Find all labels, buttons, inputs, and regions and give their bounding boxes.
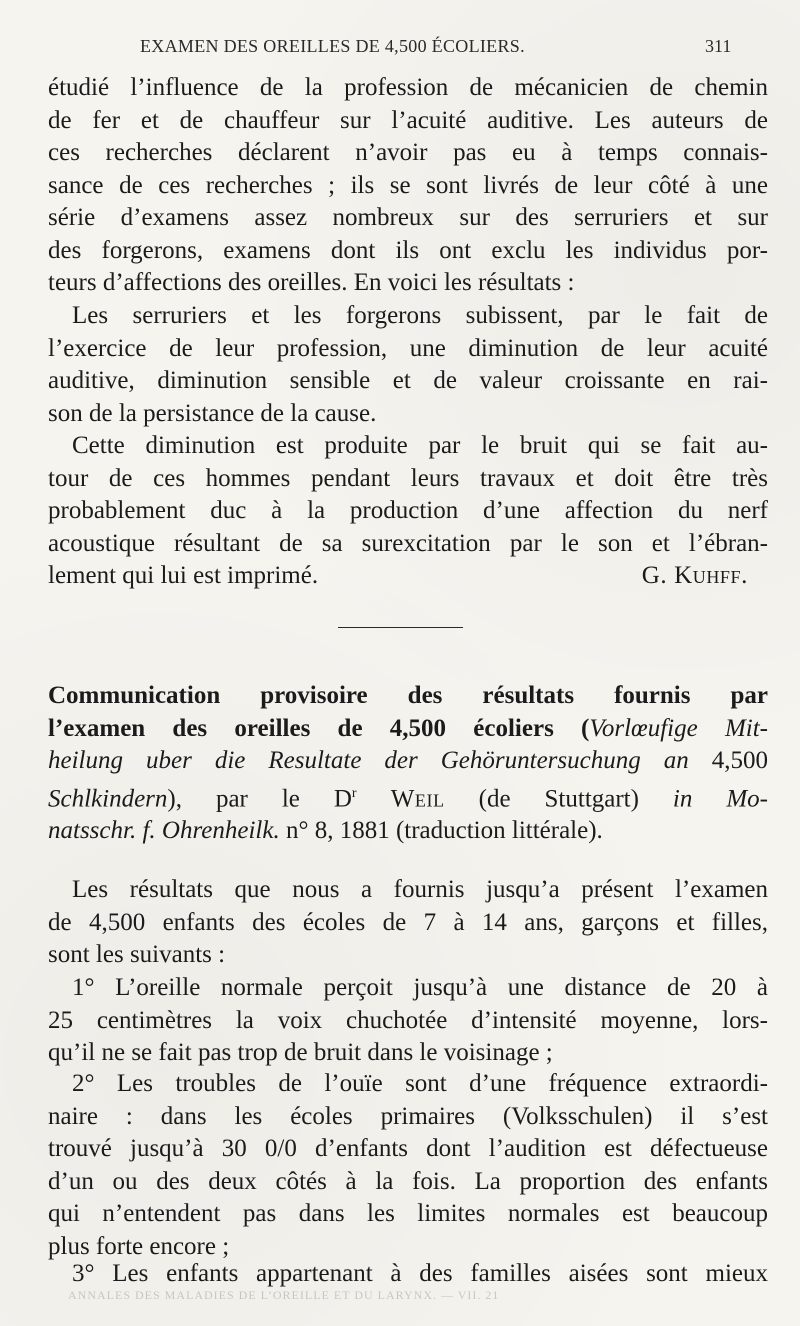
list-item-2 [48,1068,768,1263]
running-head: EXAMEN DES OREILLES DE 4,500 ÉCOLIERS. [140,36,525,56]
heading-line [48,778,768,816]
author-name: Weil [356,784,445,812]
heading-italic-text: Schlkindern [48,784,168,812]
list-item-3 [48,1258,768,1291]
text-line: Les serruriers et les forgerons subissent, par le fait de [72,302,768,329]
text-line: lement qui lui est imprimé. [48,562,319,589]
heading-line [48,815,768,848]
paragraph-1 [48,72,768,300]
text-line: plus forte encore ; [48,1232,230,1260]
article-heading [48,680,768,848]
heading-italic-text: natsschr. f. Ohrenheilk. [48,817,280,845]
heading-italic-text: Vorlœufige Mit- [589,714,768,742]
text-line: acoustique résultant de sa surexcitation par le son et l’ébran- [48,529,768,557]
heading-bold-text: l’examen des oreilles de 4,500 écoliers ( [48,714,590,742]
text-line: 25 centimètres la voix chuchotée d’intensité moyenne, lors- [48,1006,768,1034]
text-line: 3° Les enfants appartenant à des familles aisées sont mieux [72,1260,768,1287]
text-line: des forgerons, examens dont ils ont exclu les individus por- [48,236,768,264]
closing-line [48,560,748,593]
text-line: ces recherches déclarent n’avoir pas eu à temps connais- [48,139,768,166]
paragraph-3 [48,430,768,593]
section-divider [338,627,463,628]
bleed-through-footer: ANNALES DES MALADIES DE L’OREILLE ET DU LARYNX. — VII. 21 [68,1288,500,1302]
text-line: son de la persistance de la cause. [48,399,377,427]
text-line: qui n’entendent pas dans les limites normales est beaucoup [48,1200,768,1227]
heading-roman-text: 4,500 [688,747,769,774]
text-line: 2° Les troubles de l’ouïe sont d’une fréquence extraordi- [72,1070,768,1097]
text-line: Les résultats que nous a fournis jusqu’a présent l’examen [72,876,768,903]
paragraph-2 [48,300,768,430]
heading-superscript: r [351,785,357,801]
text-line: trouvé jusqu’à 30 0/0 d’enfants dont l’audition est défectueuse [48,1135,768,1162]
text-line: série d’examens assez nombreux sur des serruriers et sur [48,204,768,231]
text-line: 1° L’oreille normale perçoit jusqu’à une distance de 20 à [72,974,768,1001]
text-line: naire : dans les écoles primaires (Volksschulen) il s’est [48,1102,768,1130]
text-line: probablement duc à la production d’une affection du nerf [48,497,768,524]
page-number: 311 [705,36,732,56]
heading-roman-text: ), par le D [167,784,352,812]
text-line: d’un ou des deux côtés à la fois. La proportion des enfants [48,1167,768,1195]
text-line: l’exercice de leur profession, une diminution de leur acuité [48,334,768,362]
heading-line [48,713,768,746]
heading-roman-text: n° 8, 1881 (traduction littérale). [279,817,603,845]
text-line: teurs d’affections des oreilles. En voici les résultats : [48,269,575,296]
text-line: de fer et de chauffeur sur l’acuité auditive. Les auteurs de [48,106,768,134]
list-item-1 [48,972,768,1070]
text-line: qu’il ne se fait pas trop de bruit dans le voisinage ; [48,1039,553,1066]
text-line: Cette diminution est produite par le bruit qui se fait au- [72,432,768,459]
text-line: sont les suivants : [48,941,226,968]
text-line: tour de ces hommes pendant leurs travaux et doit être très [48,464,768,492]
text-line: auditive, diminution sensible et de valeur croissante en rai- [48,367,768,394]
text-line: étudié l’influence de la profession de mécanicien de chemin [48,74,768,101]
heading-line: Communication provisoire des résultats fournis par [48,682,768,709]
paragraph-4 [48,874,768,972]
text-line: sance de ces recherches ; ils se sont livrés de leur côté à une [48,171,768,199]
author-signature: G. Kuhff. [641,562,748,589]
heading-italic-text: heilung uber die Resultate der Gehöruntersuchung an [48,747,689,774]
heading-line [48,745,768,778]
heading-roman-text: (de Stuttgart) [444,784,673,812]
heading-italic-text: in Mo- [672,784,768,812]
text-line: de 4,500 enfants des écoles de 7 à 14 ans, garçons et filles, [48,908,768,936]
